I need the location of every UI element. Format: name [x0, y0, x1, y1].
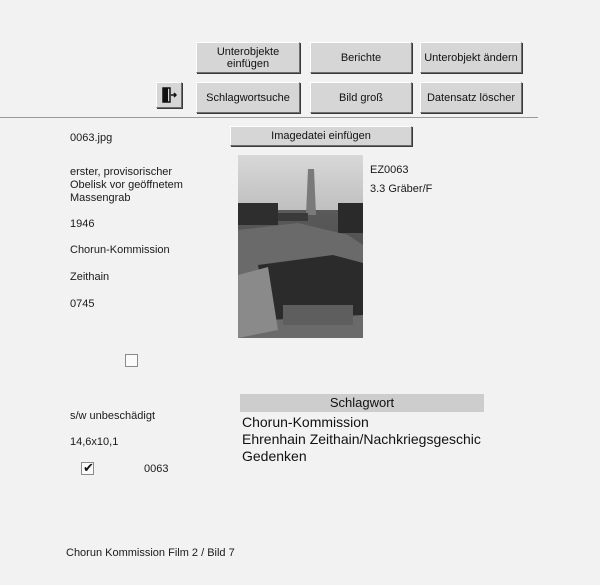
keyword-list — [242, 414, 492, 465]
exit-door-icon — [161, 87, 177, 103]
keyword-header: Schlagwort — [240, 394, 484, 412]
keyword-item[interactable]: Chorun-Kommission — [242, 414, 369, 430]
keyword-item[interactable]: Gedenken — [242, 448, 307, 464]
number-field: 0745 — [70, 298, 95, 310]
size-field: 14,6x10,1 — [70, 436, 119, 448]
checked-code-field: 0063 — [144, 463, 169, 475]
film-reference-field: Chorun Kommission Film 2 / Bild 7 — [66, 547, 235, 559]
description-field: erster, provisorischer Obelisk vor geöffnetem Massengrab — [70, 166, 183, 204]
exit-button[interactable] — [156, 82, 182, 108]
insert-imagefile-button[interactable]: Imagedatei einfügen — [230, 126, 412, 146]
reports-button[interactable]: Berichte — [310, 42, 412, 73]
lower-checkbox[interactable] — [81, 462, 94, 475]
condition-field: s/w unbeschädigt — [70, 410, 155, 422]
location-field: Zeithain — [70, 271, 110, 283]
checkmark-icon: ✔ — [83, 460, 94, 475]
image-large-button[interactable]: Bild groß — [310, 82, 412, 113]
photo-image — [238, 155, 363, 338]
insert-subobjects-button[interactable]: Unterobjekte einfügen — [196, 42, 300, 73]
record-photo — [238, 155, 363, 338]
keyword-item[interactable]: Ehrenhain Zeithain/Nachkriegsgeschic — [242, 431, 481, 447]
toolbar-divider — [0, 117, 538, 118]
upper-checkbox[interactable] — [125, 354, 138, 367]
year-field: 1946 — [70, 218, 95, 230]
keyword-search-button[interactable]: Schlagwortsuche — [196, 82, 300, 113]
source-field: Chorun-Kommission — [70, 244, 170, 256]
delete-record-button[interactable]: Datensatz löscher — [420, 82, 522, 113]
category-field: 3.3 Gräber/F — [370, 183, 433, 195]
object-id-field: EZ0063 — [370, 164, 409, 176]
change-subobject-button[interactable]: Unterobjekt ändern — [420, 42, 522, 73]
filename-field: 0063.jpg — [70, 132, 113, 144]
